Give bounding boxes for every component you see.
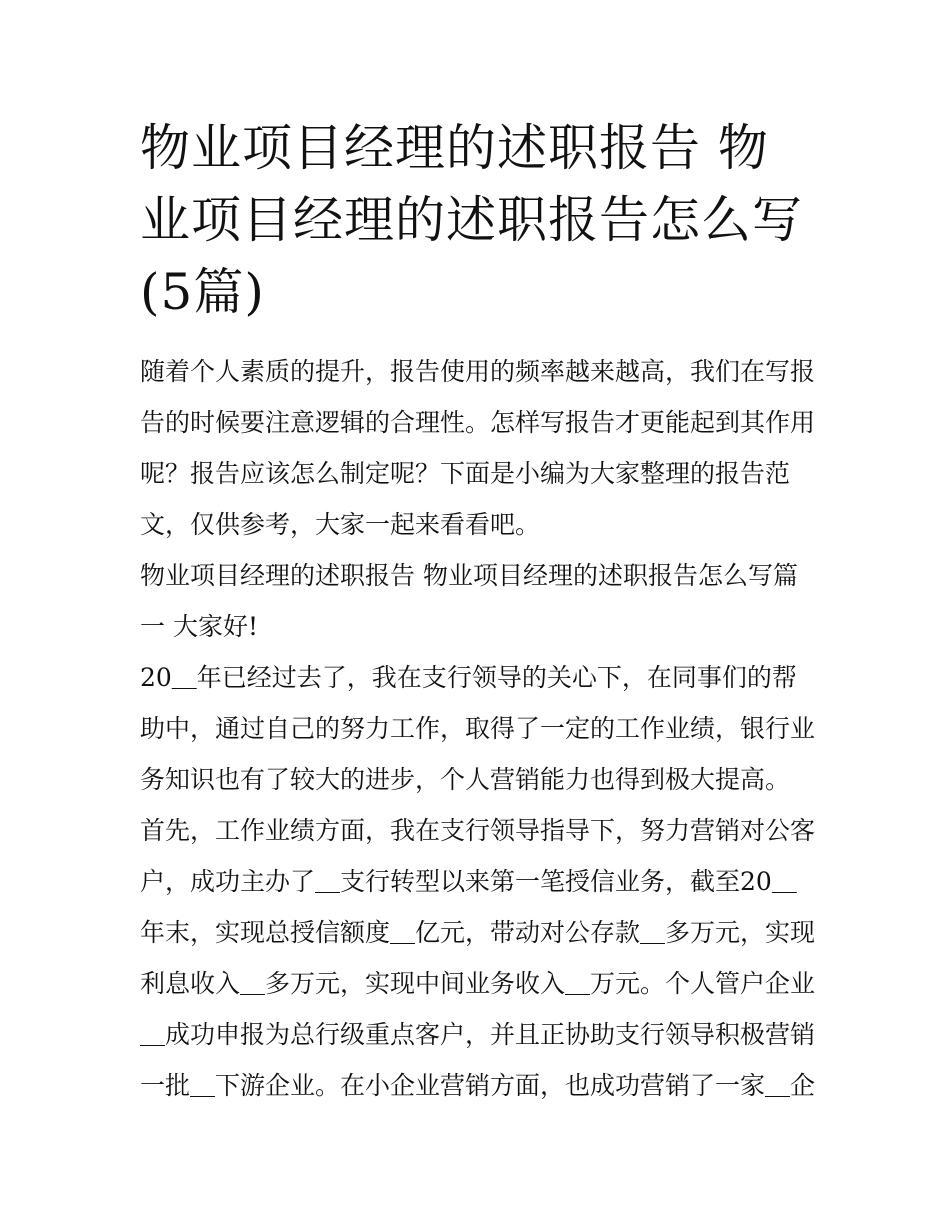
body-paragraph: 20＿年已经过去了，我在支行领导的关心下，在同事们的帮助中，通过自己的努力工作，取得了一定的工作业绩，银行业务知识也有了较大的进步，个人营销能力也得到极大提高。 xyxy=(140,663,816,794)
document-page xyxy=(140,112,815,1111)
body-paragraph: 首先，工作业绩方面，我在支行领导指导下，努力营销对公客户，成功主办了＿支行转型以来第一笔授信业务，截至20＿年末，实现总授信额度＿亿元，带动对公存款＿多万元，实现利息收入＿多万元，实现中间业务收入＿万元。个人管户企业＿成功申报为总行级重点客户，并且正协助支行领导积极营销一批＿下游企业。在小企业营销方面，也成功营销了一家＿企 xyxy=(140,816,816,1100)
intro-paragraph: 随着个人素质的提升，报告使用的频率越来越高，我们在写报告的时候要注意逻辑的合理性。怎样写报告才更能起到其作用呢？报告应该怎么制定呢？下面是小编为大家整理的报告范文，仅供参考，大家一起来看看吧。 xyxy=(140,357,816,539)
document-title: 物业项目经理的述职报告 物业项目经理的述职报告怎么写(5篇) xyxy=(140,119,803,321)
section-heading-paragraph: 物业项目经理的述职报告 物业项目经理的述职报告怎么写篇一 大家好! xyxy=(140,561,798,641)
